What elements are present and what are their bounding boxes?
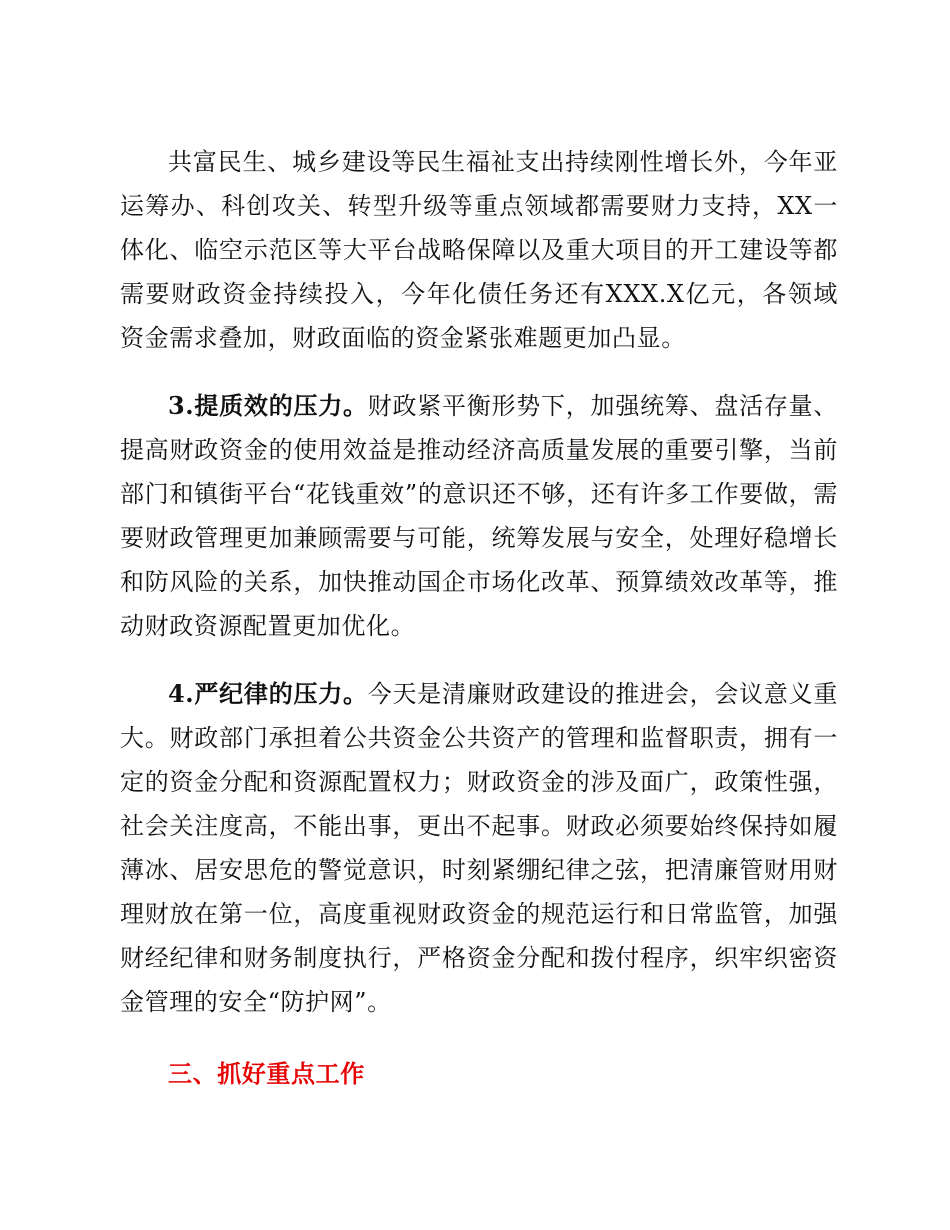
paragraph-quality-pressure [120,384,838,648]
paragraph-text: 共富民生、城乡建设等民生福祉支出持续刚性增长外，今年亚运筹办、科创攻关、转型升级等重点领域都需要财力支持，XX一体化、临空示范区等大平台战略保障以及重大项目的开工建设等都需要财政资金持续投入，今年化债任务还有XXX.X亿元，各领域资金需求叠加，财政面临的资金紧张难题更加凸显。 [120,148,838,352]
section-heading: 三、抓好重点工作 [168,1059,365,1088]
paragraph-lead: 3.提质效的压力。 [168,391,368,420]
paragraph-continuation [120,140,838,360]
paragraph-text: 财政紧平衡形势下，加强统筹、盘活存量、提高财政资金的使用效益是推动经济高质量发展的重要引擎，当前部门和镇街平台“花钱重效”的意识还不够，还有许多工作要做，需要财政管理更加兼顾需要与可能，统筹发展与安全，处理好稳增长和防风险的关系，加快推动国企市场化改革、预算绩效改革等，推动财政资源配置更加优化。 [120,392,838,640]
paragraph-text: 今天是清廉财政建设的推进会，会议意义重大。财政部门承担着公共资金公共资产的管理和监督职责，拥有一定的资金分配和资源配置权力；财政资金的涉及面广，政策性强，社会关注度高，不能出事，更出不起事。财政必须要始终保持如履薄冰、居安思危的警觉意识，时刻紧绷纪律之弦，把清廉管财用财理财放在第一位，高度重视财政资金的规范运行和日常监管，加强财经纪律和财务制度执行，严格资金分配和拨付程序，织牢织密资金管理的安全“防护网”。 [120,680,838,1016]
paragraph-discipline-pressure [120,672,838,1024]
paragraph-lead: 4.严纪律的压力。 [168,679,368,708]
